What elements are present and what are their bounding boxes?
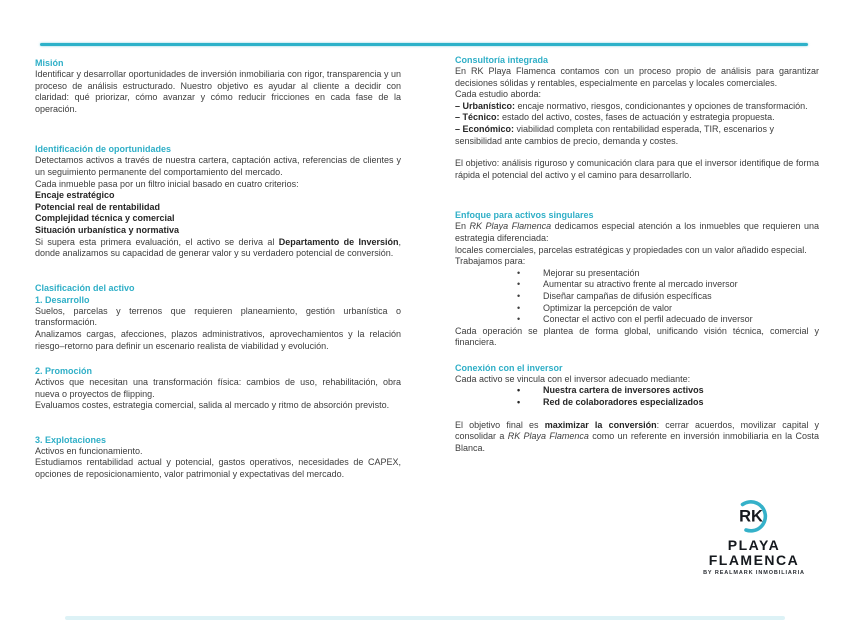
list-item: • Nuestra cartera de inversores activos bbox=[455, 385, 819, 397]
clasificacion-item-title: 1. Desarrollo bbox=[35, 294, 90, 305]
conexion-p1: Cada activo se vincula con el inversor adecuado mediante: bbox=[455, 373, 691, 384]
list-item: • Mejorar su presentación bbox=[455, 268, 819, 280]
conexion-bullet-list bbox=[455, 385, 819, 408]
clasificacion-item-p2: Evaluamos costes, estrategia comercial, salida al mercado y ritmo de absorción previsto. bbox=[35, 400, 390, 411]
consultoria-aspect-economico: – Económico: viabilidad completa con rentabilidad esperada, TIR, escenarios y sensibilidad ante cambios de precio, demanda y costes. bbox=[455, 123, 774, 146]
consultoria-aspect-tecnico: – Técnico: estado del activo, costes, fases de actuación y estrategia propuesta. bbox=[455, 112, 775, 123]
criterion-item: Complejidad técnica y comercial bbox=[35, 213, 175, 224]
mision-heading: Misión bbox=[35, 58, 64, 68]
enfoque-p3: Trabajamos para: bbox=[455, 256, 526, 267]
criterion-item: Situación urbanística y normativa bbox=[35, 224, 180, 235]
criterion-item: Encaje estratégico bbox=[35, 190, 115, 201]
enfoque-p4: Cada operación se plantea de forma global, unificando visión técnica, comercial y financiera. bbox=[455, 325, 819, 348]
section-conexion bbox=[455, 362, 819, 455]
conexion-heading: Conexión con el inversor bbox=[455, 362, 563, 373]
clasificacion-item-p1: Activos que necesitan una transformación física: cambios de uso, rehabilitación, obra nueva o proyectos de flipping. bbox=[35, 377, 401, 399]
consultoria-p3: El objetivo: análisis riguroso y comunicación clara para que el inversor identifique de forma rápida el potencial del activo y el camino para desarrollarlo. bbox=[455, 158, 819, 180]
section-clasificacion bbox=[35, 282, 401, 481]
list-item: • Red de colaboradores especializados bbox=[455, 397, 819, 409]
top-divider-rule bbox=[40, 43, 808, 46]
conexion-closing: El objetivo final es maximizar la conversión: cerrar acuerdos, movilizar capital y consolidar a RK Playa Flamenca como un referente en inversión inmobiliaria en la Costa Blanca. bbox=[455, 419, 819, 453]
identificacion-p3: Si supera esta primera evaluación, el activo se deriva al Departamento de Inversión, donde analizamos su capacidad de generar valor y su verdadero potencial de conversión. bbox=[35, 236, 402, 259]
list-item: • Aumentar su atractivo frente al mercado inversor bbox=[455, 279, 819, 291]
consultoria-heading: Consultoría integrada bbox=[455, 55, 549, 65]
enfoque-p2: locales comerciales, parcelas estratégicas y propiedades con un valor añadido especial. bbox=[455, 244, 807, 255]
section-consultoria bbox=[455, 54, 819, 181]
list-item: • Conectar el activo con el perfil adecuado de inversor bbox=[455, 314, 819, 326]
logo-line-playa: PLAYA bbox=[727, 537, 781, 553]
list-item: • Diseñar campañas de difusión específicas bbox=[455, 291, 819, 303]
clasificacion-heading: Clasificación del activo bbox=[35, 282, 135, 293]
consultoria-p2: Cada estudio aborda: bbox=[455, 89, 542, 100]
identificacion-heading: Identificación de oportunidades bbox=[35, 144, 172, 155]
identificacion-p2: Cada inmueble pasa por un filtro inicial basado en cuatro criterios: bbox=[35, 178, 299, 189]
clasificacion-item-p2: Analizamos cargas, afecciones, plazos administrativos, aprovechamientos y la relación riesgo–retorno para definir un escenario realista de viabilidad y evolución. bbox=[35, 328, 401, 351]
clasificacion-item-p2: Estudiamos rentabilidad actual y potencial, gastos operativos, necesidades de CAPEX, opciones de reposicionamiento, valor patrimonial y expectativas del mercado. bbox=[35, 457, 401, 480]
brand-logo bbox=[686, 496, 822, 576]
logo-line-flamenca: FLAMENCA bbox=[708, 552, 800, 568]
section-identificacion bbox=[35, 143, 401, 259]
clasificacion-item-title: 2. Promoción bbox=[35, 366, 93, 377]
criterion-item: Potencial real de rentabilidad bbox=[35, 201, 161, 212]
clasificacion-item-title: 3. Explotaciones bbox=[35, 434, 107, 445]
enfoque-p1: En RK Playa Flamenca dedicamos especial atención a los inmuebles que requieren una estrategia diferenciada: bbox=[455, 221, 819, 243]
enfoque-bullet-list bbox=[455, 268, 819, 326]
clasificacion-item-p1: Suelos, parcelas y terrenos que requieren planeamiento, gestión urbanística o transformación. bbox=[35, 305, 401, 328]
section-mision bbox=[35, 57, 401, 115]
clasificacion-item-promocion bbox=[35, 365, 401, 412]
logo-tagline: BY REALMARK INMOBILIARIA bbox=[703, 570, 805, 576]
consultoria-p1: En RK Playa Flamenca contamos con un proceso propio de análisis para garantizar decisiones sólidas y rentables, especialmente en parcelas y locales comerciales. bbox=[455, 66, 819, 88]
svg-text:RK: RK bbox=[739, 507, 763, 526]
clasificacion-item-desarrollo bbox=[35, 294, 401, 352]
list-item: • Optimizar la percepción de valor bbox=[455, 303, 819, 315]
clasificacion-item-explotaciones bbox=[35, 434, 401, 481]
clasificacion-item-p1: Activos en funcionamiento. bbox=[35, 445, 143, 456]
left-column bbox=[35, 57, 401, 481]
section-enfoque bbox=[455, 209, 819, 349]
mision-body: Identificar y desarrollar oportunidades de inversión inmobiliaria con rigor, transparencia y un proceso de análisis estructurado. Nuestro objetivo es ayudar al cliente a decidir con claridad: qué priorizar, cómo avanzar y cómo reducir fricciones en cada fase de la operación. bbox=[35, 69, 401, 114]
consultoria-aspect-urbanistico: – Urbanístico: encaje normativo, riesgos, condicionantes y opciones de transformación. bbox=[455, 100, 808, 111]
rk-monogram-icon bbox=[733, 496, 775, 536]
bottom-divider-rule bbox=[65, 616, 785, 620]
identificacion-p1: Detectamos activos a través de nuestra cartera, captación activa, referencias de clientes y un seguimiento permanente del comportamiento del mercado. bbox=[35, 155, 401, 177]
enfoque-heading: Enfoque para activos singulares bbox=[455, 210, 594, 221]
right-column bbox=[455, 54, 819, 454]
